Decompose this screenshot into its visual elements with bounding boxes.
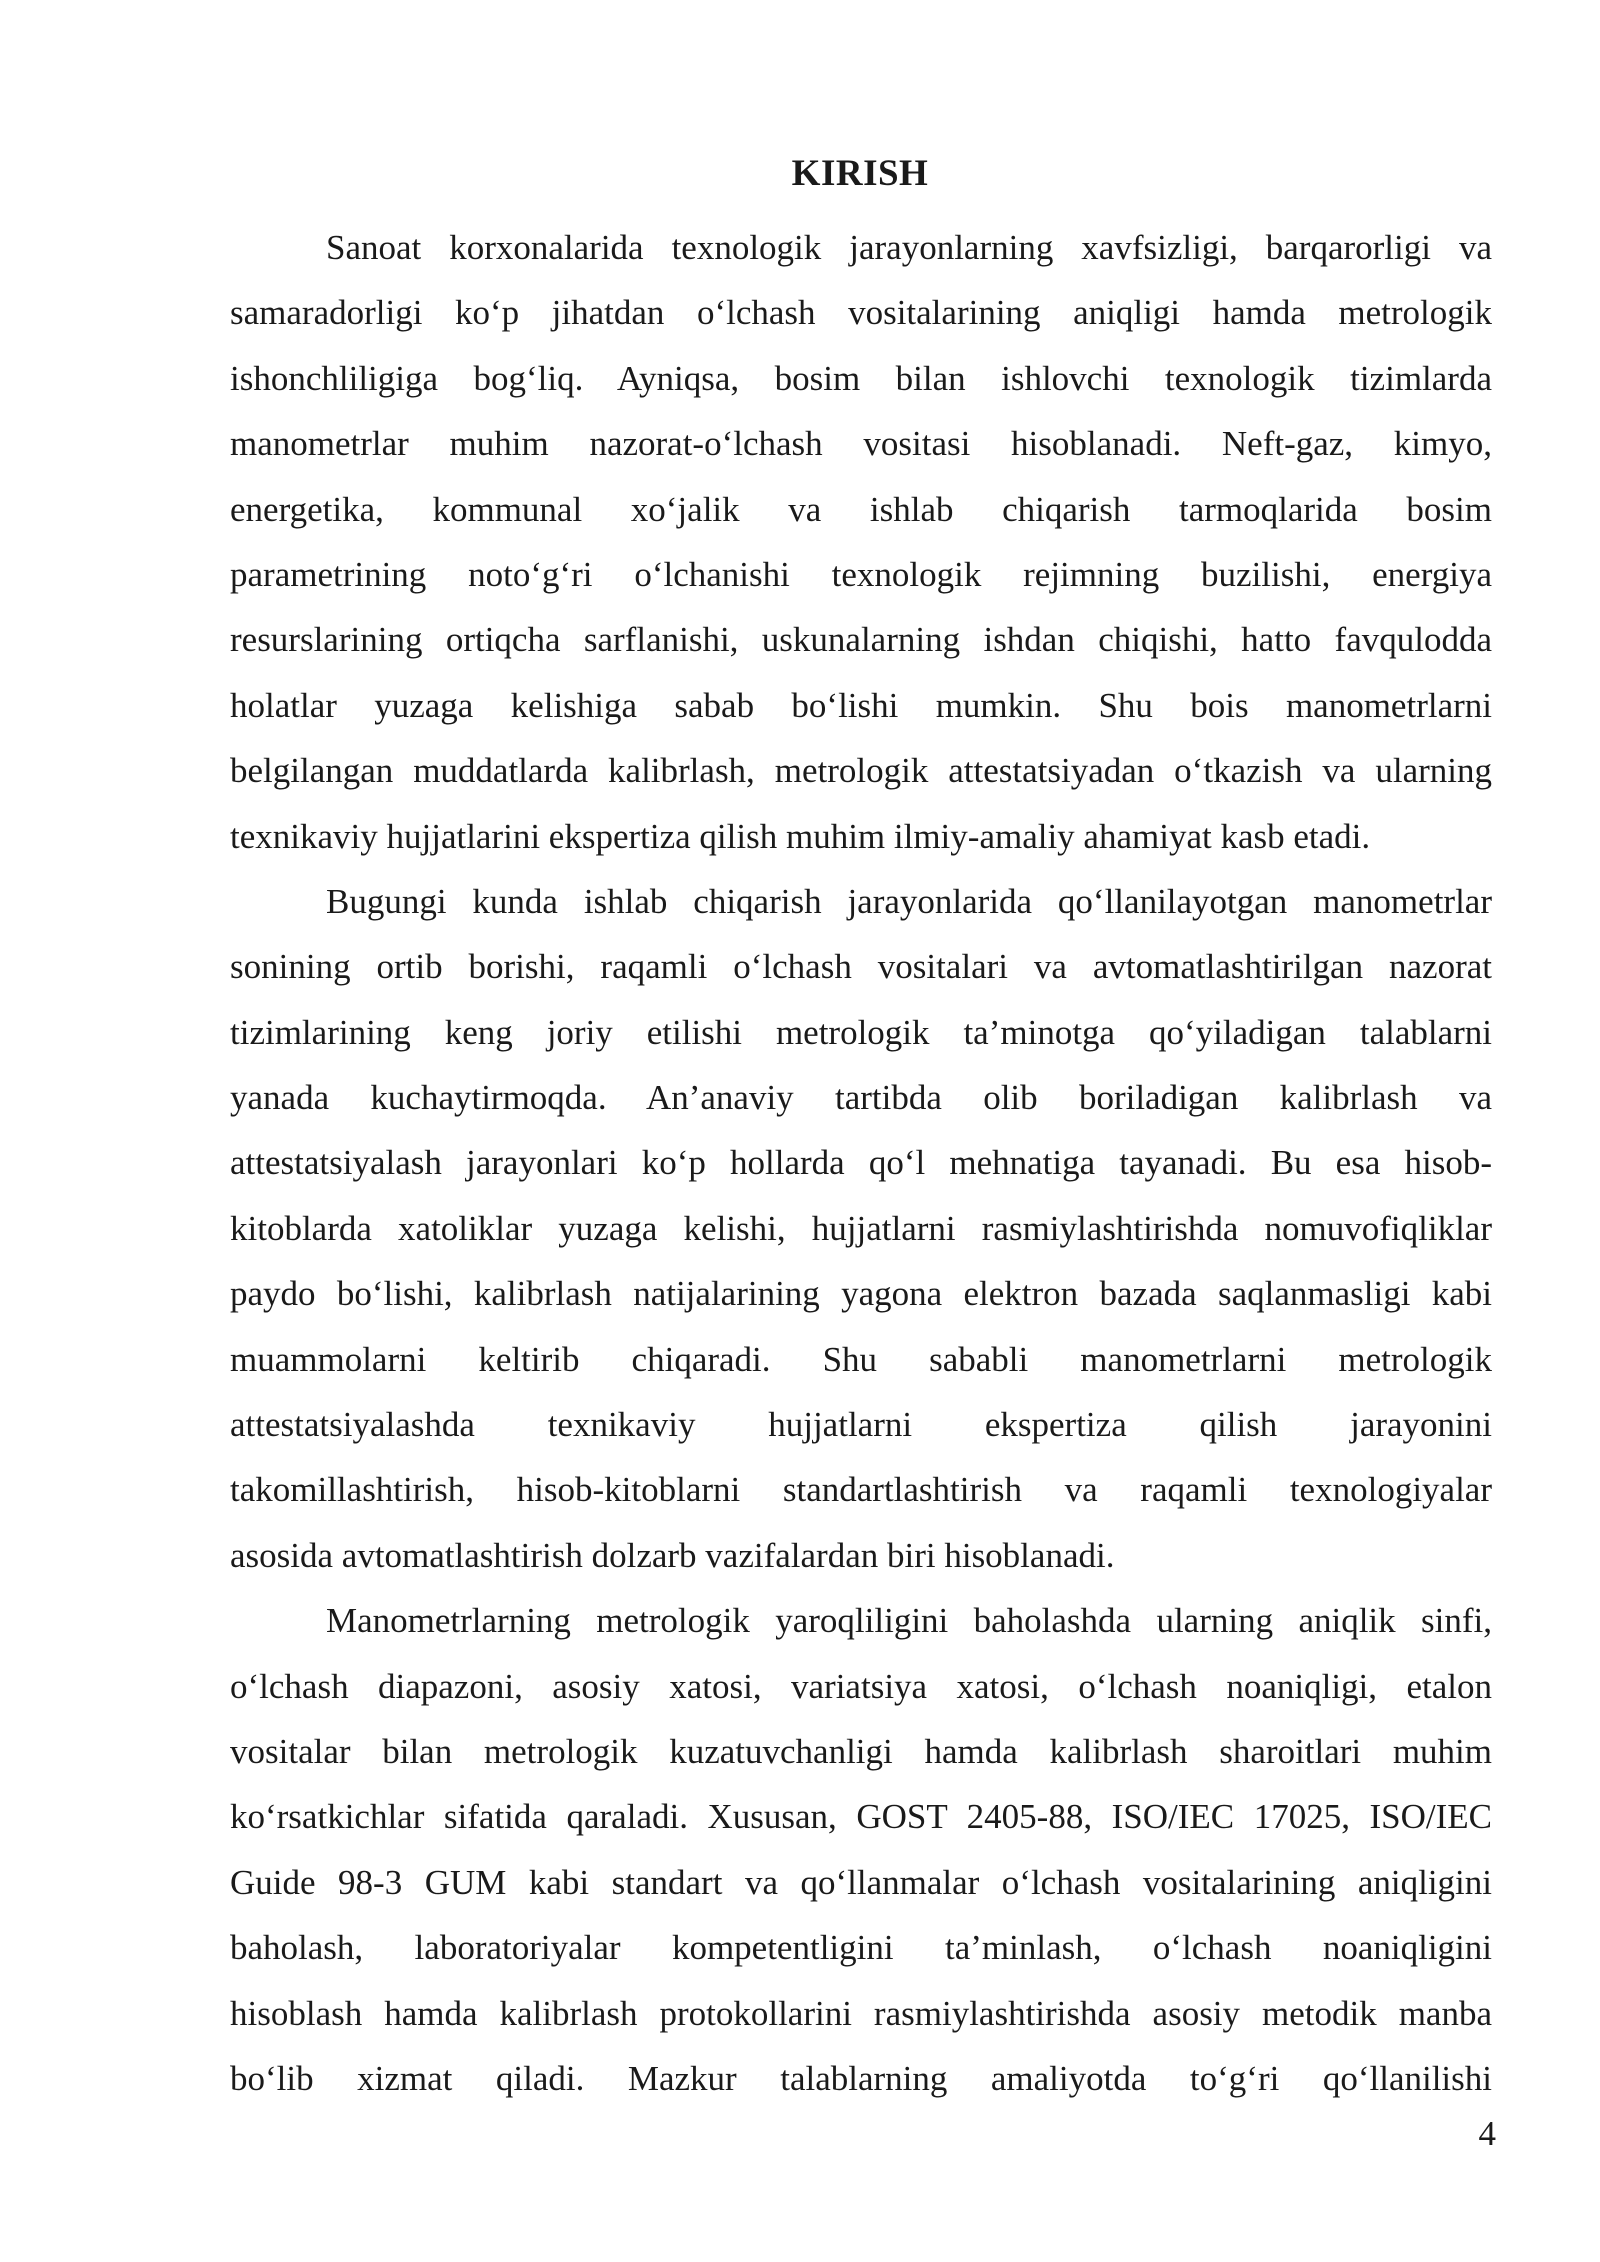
text-line: kitoblarda xatoliklar yuzaga kelishi, hujjatlarni rasmiylashtirishda nomuvofiqliklar [230, 1208, 1492, 1248]
paragraph [230, 215, 1492, 869]
text-line: takomillashtirish, hisob-kitoblarni standartlashtirish va raqamli texnologiyalar [230, 1470, 1492, 1510]
text-line: ishonchliligiga bog‘liq. Ayniqsa, bosim bilan ishlovchi texnologik tizimlarda [230, 358, 1492, 398]
text-line: muammolarni keltirib chiqaradi. Shu sababli manometrlarni metrologik [230, 1339, 1492, 1379]
text-line: yanada kuchaytirmoqda. An’anaviy tartibda olib boriladigan kalibrlash va [230, 1078, 1492, 1118]
text-line: Sanoat korxonalarida texnologik jarayonlarning xavfsizligi, barqarorligi va [326, 228, 1492, 267]
text-line: bo‘lib xizmat qiladi. Mazkur talablarning amaliyotda to‘g‘ri qo‘llanilishi [230, 2058, 1492, 2098]
text-line: tizimlarining keng joriy etilishi metrologik ta’minotga qo‘yiladigan talablarni [230, 1012, 1492, 1052]
text-line: texnikaviy hujjatlarini ekspertiza qilish muhim ilmiy-amaliy ahamiyat kasb etadi. [230, 816, 1371, 856]
text-line: resurslarining ortiqcha sarflanishi, uskunalarning ishdan chiqishi, hatto favqulodda [230, 620, 1492, 660]
text-line: attestatsiyalashda texnikaviy hujjatlarni ekspertiza qilish jarayonini [230, 1405, 1492, 1445]
text-line: manometrlar muhim nazorat-o‘lchash vositasi hisoblanadi. Neft-gaz, kimyo, [230, 424, 1492, 464]
text-line: ko‘rsatkichlar sifatida qaraladi. Xususan, GOST 2405-88, ISO/IEC 17025, ISO/IEC [230, 1797, 1492, 1837]
text-line: hisoblash hamda kalibrlash protokollarini rasmiylashtirishda asosiy metodik manba [230, 1993, 1492, 2033]
text-line: sonining ortib borishi, raqamli o‘lchash vositalari va avtomatlashtirilgan nazorat [230, 947, 1492, 987]
text-line: samaradorligi ko‘p jihatdan o‘lchash vositalarining aniqligi hamda metrologik [230, 293, 1492, 333]
body-text [230, 215, 1492, 2111]
text-line: parametrining noto‘g‘ri o‘lchanishi texnologik rejimning buzilishi, energiya [230, 554, 1492, 594]
text-line: Manometrlarning metrologik yaroqliligini baholashda ularning aniqlik sinfi, [326, 1601, 1492, 1641]
text-line: holatlar yuzaga kelishiga sabab bo‘lishi mumkin. Shu bois manometrlarni [230, 685, 1492, 725]
text-line: asosida avtomatlashtirish dolzarb vazifalardan biri hisoblanadi. [230, 1535, 1115, 1575]
text-line: belgilangan muddatlarda kalibrlash, metrologik attestatsiyadan o‘tkazish va ularning [230, 751, 1492, 791]
section-heading: KIRISH [791, 153, 929, 194]
text-line: o‘lchash diapazoni, asosiy xatosi, variatsiya xatosi, o‘lchash noaniqligi, etalon [230, 1666, 1492, 1706]
text-line: attestatsiyalash jarayonlari ko‘p hollarda qo‘l mehnatiga tayanadi. Bu esa hisob- [230, 1143, 1492, 1183]
text-line: baholash, laboratoriyalar kompetentligini ta’minlash, o‘lchash noaniqligini [230, 1928, 1492, 1968]
page-number: 4 [1478, 2114, 1496, 2153]
text-line: Guide 98-3 GUM kabi standart va qo‘llanmalar o‘lchash vositalarining aniqligini [230, 1862, 1492, 1902]
text-line: vositalar bilan metrologik kuzatuvchanligi hamda kalibrlash sharoitlari muhim [230, 1731, 1492, 1771]
text-line: paydo bo‘lishi, kalibrlash natijalarining yagona elektron bazada saqlanmasligi kabi [230, 1274, 1492, 1314]
text-line: Bugungi kunda ishlab chiqarish jarayonlarida qo‘llanilayotgan manometrlar [326, 881, 1492, 921]
text-line: energetika, kommunal xo‘jalik va ishlab chiqarish tarmoqlarida bosim [230, 489, 1492, 529]
paragraph [230, 1588, 1492, 2111]
paragraph [230, 869, 1492, 1588]
